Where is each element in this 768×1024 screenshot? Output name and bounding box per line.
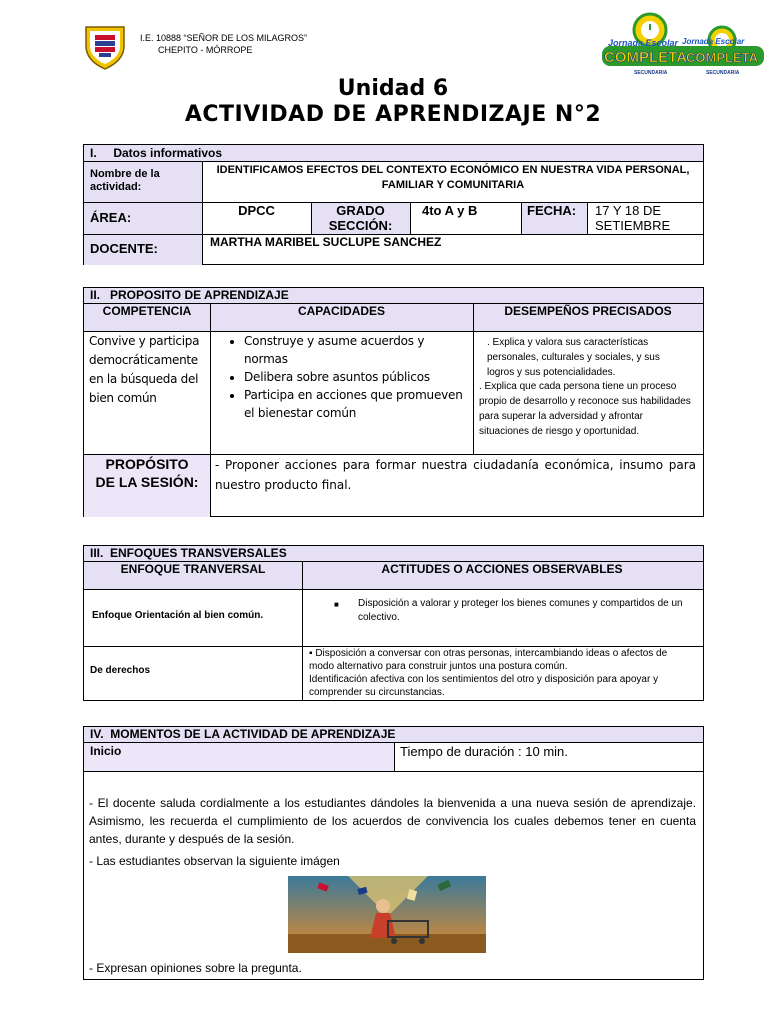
enfoques-table — [83, 545, 704, 701]
school-crest — [84, 24, 126, 70]
desempeno-2: . Explica que cada persona tiene un proceso propio de desarrollo y reconoce sus habilidades para superar la adversidad y afrontar situaciones de riesgo y oportunidad. — [479, 381, 691, 437]
consumer-illustration — [288, 876, 486, 953]
capacidad-item: • Delibera sobre asuntos públicos — [244, 368, 469, 386]
capacidad-item: • Participa en acciones que promueven el bienestar común — [244, 386, 469, 422]
col-actitudes: ACTITUDES O ACCIONES OBSERVABLES — [381, 562, 623, 576]
enfoque-1: Enfoque Orientación al bien común. — [92, 610, 264, 621]
school-name-line2: CHEPITO - MÓRROPE — [158, 45, 253, 55]
inicio-label: Inicio — [90, 744, 122, 758]
logo-jornada-text: Jornada Escolar — [608, 38, 679, 48]
activity-name-value: IDENTIFICAMOS EFECTOS DEL CONTEXTO ECONÓMICO EN NUESTRA VIDA PERSONAL, FAMILIAR Y COMUNITARIA — [216, 164, 690, 191]
col-competencia: COMPETENCIA — [102, 304, 192, 318]
logo-completa-text: COMPLETA — [604, 49, 688, 66]
desempeno-1: . Explica y valora sus características personales, culturales y sociales, y sus logros y sus potencialidades. — [487, 337, 660, 378]
area-label: ÁREA: — [90, 210, 132, 225]
logo-secundaria-text-2: SECUNDARIA — [706, 70, 740, 76]
col-enfoque: ENFOQUE TRANVERSAL — [120, 562, 266, 576]
logo-secundaria-text: SECUNDARIA — [634, 70, 668, 76]
section3-heading: III. ENFOQUES TRANSVERSALES — [90, 546, 287, 560]
datos-informativos-table — [83, 144, 704, 265]
section2-heading: II. PROPOSITO DE APRENDIZAJE — [90, 288, 289, 302]
actitud-1: Disposición a valorar y proteger los bienes comunes y compartidos de un colectivo. — [358, 598, 683, 623]
proposito-value: - Proponer acciones para formar nuestra ciudadanía económica, insumo para nuestro producto final. — [215, 458, 696, 492]
actitud-2a: ▪ Disposición a conversar con otras personas, intercambiando ideas o afectos de modo alternativo para construir juntos una postura común. — [309, 648, 668, 672]
capacidad-item: • Construye y asume acuerdos y normas — [244, 332, 469, 368]
enfoque-2: De derechos — [90, 665, 151, 676]
grade-value: 4to A y B — [422, 203, 478, 218]
teacher-value: MARTHA MARIBEL SUCLUPE SANCHEZ — [210, 235, 442, 249]
section4-heading: IV. MOMENTOS DE LA ACTIVIDAD DE APRENDIZAJE — [90, 727, 396, 741]
teacher-label: DOCENTE: — [90, 241, 158, 256]
activity-name-label: Nombre de la actividad: — [90, 168, 160, 193]
inicio-paragraph-3: - Expresan opiniones sobre la pregunta. — [89, 961, 302, 975]
actitud-2b: Identificación afectiva con los sentimientos del otro y disposición para apoyar y comprender su circunstancias. — [309, 674, 659, 698]
date-label: FECHA: — [527, 203, 577, 218]
school-name-line1: I.E. 10888 “SEÑOR DE LOS MILAGROS” — [140, 33, 308, 43]
unit-title: Unidad 6 — [337, 76, 449, 101]
grade-label: GRADO SECCIÓN: — [328, 203, 393, 233]
capacidades-list — [244, 332, 469, 422]
inicio-paragraph-2: - Las estudiantes observan la siguiente imágen — [89, 854, 340, 868]
bullet-icon: ■ — [334, 600, 339, 609]
proposito-label: PROPÓSITO DE LA SESIÓN: — [95, 456, 199, 490]
jornada-escolar-logo — [600, 10, 766, 76]
proposito-table — [83, 287, 704, 517]
logo-completa-text-2: COMPLETA — [686, 50, 758, 65]
col-capacidades: CAPACIDADES — [297, 304, 386, 318]
competencia-text: Convive y participa democráticamente en la búsqueda del bien común — [89, 334, 200, 405]
col-desempenos: DESEMPEÑOS PRECISADOS — [504, 304, 672, 318]
tiempo-label: Tiempo de duración : 10 min. — [400, 744, 568, 759]
activity-title: ACTIVIDAD DE APRENDIZAJE N°2 — [184, 102, 602, 127]
inicio-paragraph-1: - El docente saluda cordialmente a los estudiantes dándoles la bienvenida a una nueva sesión de aprendizaje. Asimismo, les recuerda el cumplimiento de los acuerdos de convivencia los cuales debemos tener en cuenta antes, durante y después de la sesión. — [89, 796, 696, 846]
area-value: DPCC — [238, 203, 275, 218]
section1-heading: I. Datos informativos — [90, 146, 223, 160]
momentos-table — [83, 726, 704, 980]
logo-jornada-text-2: Jornada Escolar — [682, 37, 745, 46]
date-value: 17 Y 18 DE SETIEMBRE — [595, 203, 671, 233]
